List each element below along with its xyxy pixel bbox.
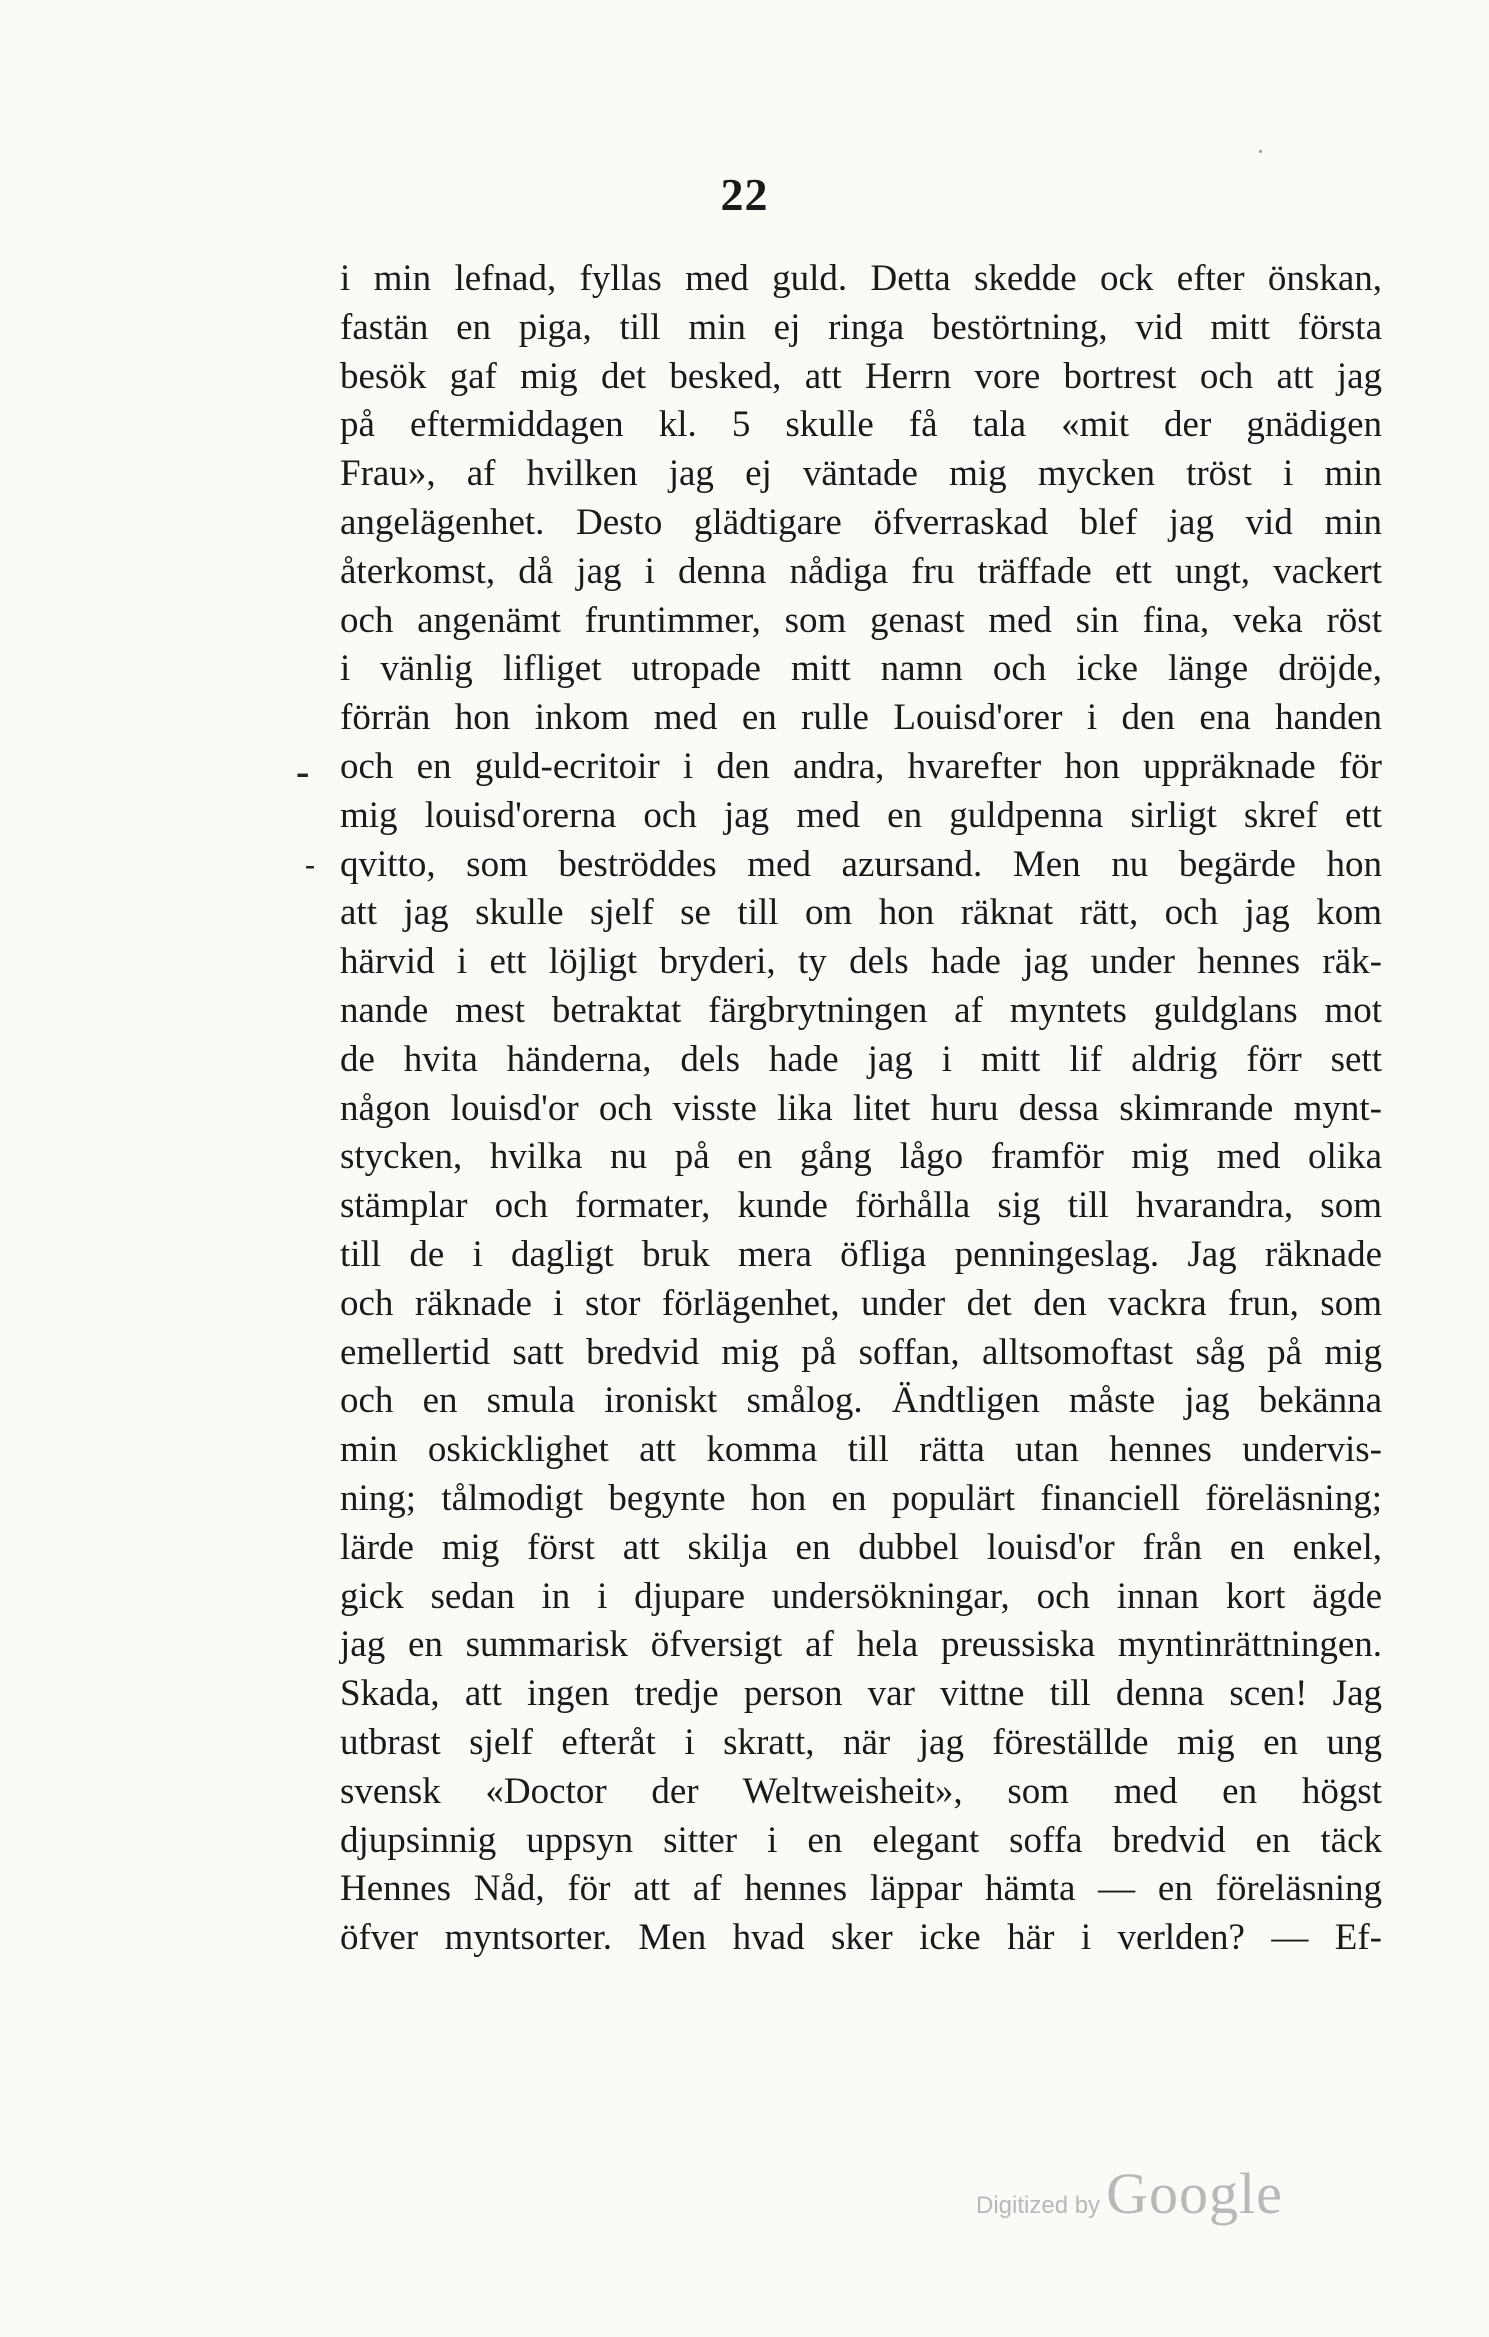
text-line: och räknade i stor förlägenhet, under det den vackra frun, som [340, 1282, 1382, 1324]
text-line: Frau», af hvilken jag ej väntade mig mycken tröst i min [340, 453, 1382, 495]
watermark-prefix: Digitized by [976, 2192, 1101, 2219]
text-line: qvitto, som beströddes med azursand. Men nu begärde hon [340, 843, 1382, 885]
margin-mark: - [296, 749, 310, 794]
text-line: mig louisd'orerna och jag med en guldpenna sirligt skref ett [340, 794, 1382, 836]
text-line: angelägenhet. Desto glädtigare öfverraskad blef jag vid min [340, 501, 1382, 543]
text-line: härvid i ett löjligt bryderi, ty dels hade jag under hennes räk- [340, 941, 1382, 983]
text-line: emellertid satt bredvid mig på soffan, alltsomoftast såg på mig [340, 1331, 1382, 1373]
text-line: utbrast sjelf efteråt i skratt, när jag föreställde mig en ung [340, 1721, 1382, 1763]
text-line: svensk «Doctor der Weltweisheit», som med en högst [340, 1770, 1382, 1812]
text-line: och en smula ironiskt smålog. Ändtligen måste jag bekänna [340, 1380, 1382, 1422]
text-line: min oskicklighet att komma till rätta utan hennes undervis- [340, 1429, 1382, 1471]
text-line: besök gaf mig det besked, att Herrn vore bortrest och att jag [340, 355, 1382, 397]
text-line: ning; tålmodigt begynte hon en populärt financiell föreläsning; [340, 1477, 1382, 1519]
text-line: Hennes Nåd, för att af hennes läppar hämta — en föreläsning [340, 1868, 1382, 1910]
watermark-logo: Google [1106, 2161, 1283, 2226]
text-line: Skada, att ingen tredje person var vittne till denna scen! Jag [340, 1673, 1382, 1715]
text-line: djupsinnig uppsyn sitter i en elegant soffa bredvid en täck [340, 1819, 1382, 1861]
digitization-watermark [976, 2160, 1283, 2227]
text-line: att jag skulle sjelf se till om hon räknat rätt, och jag kom [340, 892, 1382, 934]
text-line: någon louisd'or och visste lika litet huru dessa skimrande mynt- [340, 1087, 1382, 1129]
text-line: på eftermiddagen kl. 5 skulle få tala «mit der gnädigen [340, 404, 1382, 446]
text-line: i vänlig lifliget utropade mitt namn och icke länge dröjde, [340, 648, 1382, 690]
text-line: stämplar och formater, kunde förhålla sig till hvarandra, som [340, 1185, 1382, 1227]
text-line: nande mest betraktat färgbrytningen af myntets guldglans mot [340, 989, 1382, 1031]
text-line: till de i dagligt bruk mera öfliga penningeslag. Jag räknade [340, 1233, 1382, 1275]
text-line: och angenämt fruntimmer, som genast med sin fina, veka röst [340, 599, 1382, 641]
margin-mark: - [305, 848, 315, 881]
body-text [340, 255, 1382, 1963]
scan-speck [1259, 150, 1262, 153]
text-line: och en guld-ecritoir i den andra, hvarefter hon uppräknade för [340, 745, 1382, 787]
text-line: lärde mig först att skilja en dubbel louisd'or från en enkel, [340, 1526, 1382, 1568]
text-line: stycken, hvilka nu på en gång lågo framför mig med olika [340, 1136, 1382, 1178]
text-line: öfver myntsorter. Men hvad sker icke här i verlden? — Ef- [340, 1917, 1382, 1959]
text-line: återkomst, då jag i denna nådiga fru träffade ett ungt, vackert [340, 550, 1382, 592]
text-line: gick sedan in i djupare undersökningar, och innan kort ägde [340, 1575, 1382, 1617]
text-line: i min lefnad, fyllas med guld. Detta skedde ock efter önskan, [340, 258, 1382, 299]
text-line: de hvita händerna, dels hade jag i mitt lif aldrig förr sett [340, 1038, 1382, 1080]
text-line: jag en summarisk öfversigt af hela preussiska myntinrättningen. [340, 1624, 1382, 1666]
text-line: fastän en piga, till min ej ringa bestörtning, vid mitt första [340, 306, 1382, 348]
page-number: 22 [720, 169, 769, 220]
text-line: förrän hon inkom med en rulle Louisd'orer i den ena handen [340, 697, 1382, 739]
